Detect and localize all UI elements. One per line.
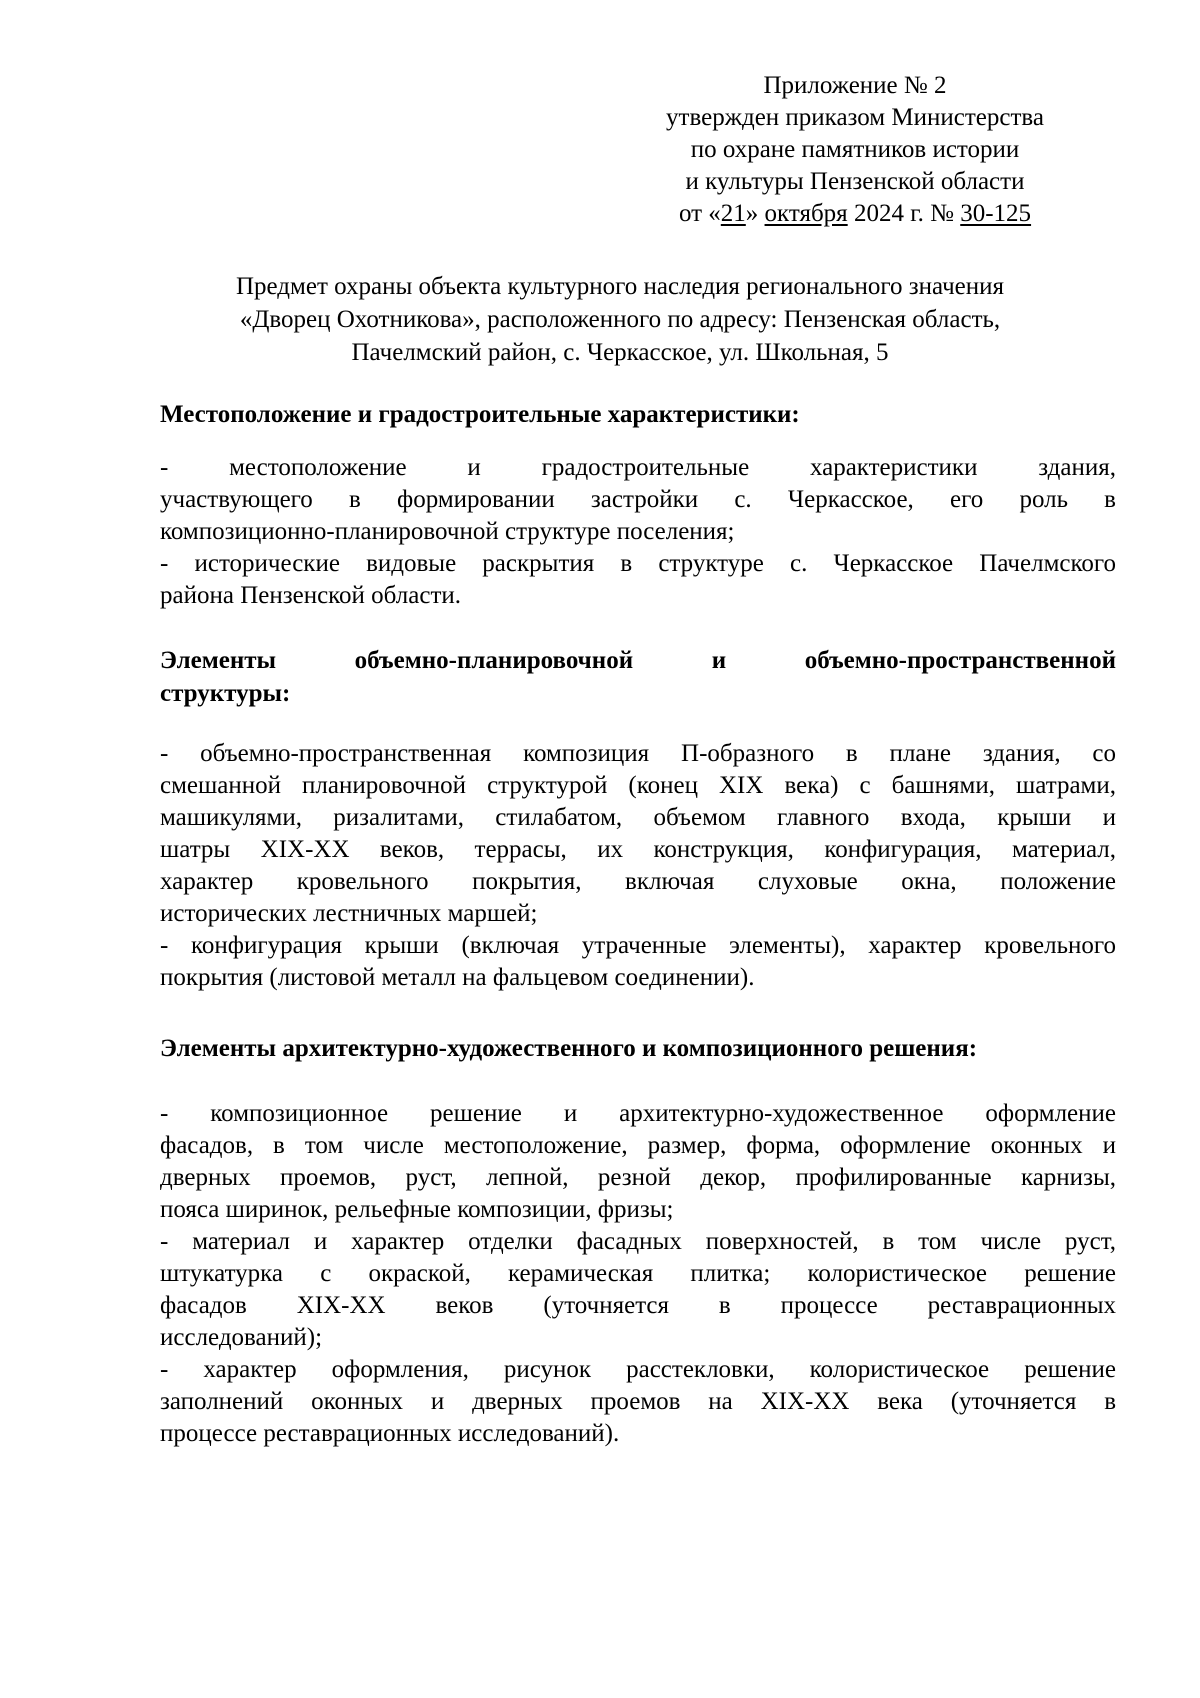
- approval-line: утвержден приказом Министерства: [666, 104, 1044, 131]
- order-reference: [600, 198, 1110, 230]
- document-title: [160, 270, 1080, 369]
- approval-header: [600, 70, 1110, 230]
- text-line: смешанной планировочной структурой (конец XIX века) с башнями, шатрами,: [160, 772, 1116, 799]
- text-line: дверных проемов, руст, лепной, резной декор, профилированные карнизы,: [160, 1164, 1116, 1191]
- text-line: исследований);: [160, 1324, 323, 1351]
- section-heading-location: Местоположение и градостроительные характеристики:: [160, 401, 800, 428]
- text-line: - конфигурация крыши (включая утраченные элементы), характер кровельного: [160, 932, 1116, 959]
- order-prefix: от «: [678, 200, 721, 227]
- text-line: заполнений оконных и дверных проемов на XIX-XX века (уточняется в: [160, 1388, 1116, 1415]
- text-line: фасадов XIX-XX веков (уточняется в процессе реставрационных: [160, 1292, 1116, 1319]
- text-line: - характер оформления, рисунок расстекловки, колористическое решение: [160, 1356, 1116, 1383]
- text-line: района Пензенской области.: [160, 582, 462, 609]
- section-body-volume-structure: [160, 738, 1116, 994]
- list-item: [160, 930, 1116, 994]
- heading-line: Элементы объемно-планировочной и объемно-пространственной: [160, 647, 1116, 674]
- text-line: характер кровельного покрытия, включая слуховые окна, положение: [160, 868, 1116, 895]
- text-line: исторических лестничных маршей;: [160, 900, 538, 927]
- section-heading-volume-structure: [160, 644, 1116, 710]
- approval-line: и культуры Пензенской области: [685, 168, 1025, 195]
- text-line: штукатурка с окраской, керамическая плитка; колористическое решение: [160, 1260, 1116, 1287]
- order-separator: »: [745, 200, 765, 227]
- text-line: - местоположение и градостроительные характеристики здания,: [160, 454, 1116, 481]
- text-line: - объемно-пространственная композиция П-образного в плане здания, со: [160, 740, 1116, 767]
- order-day: 21: [720, 200, 746, 227]
- text-line: - исторические видовые раскрытия в структуре с. Черкасское Пачелмского: [160, 550, 1116, 577]
- list-item: [160, 1226, 1116, 1354]
- text-line: машикулями, ризалитами, стилабатом, объемом главного входа, крыши и: [160, 804, 1116, 831]
- list-item: [160, 548, 1116, 612]
- appendix-number: Приложение № 2: [763, 72, 947, 99]
- section-heading-architecture: Элементы архитектурно-художественного и композиционного решения:: [160, 1035, 978, 1062]
- list-item: [160, 452, 1116, 548]
- title-line: Предмет охраны объекта культурного наследия регионального значения: [235, 273, 1005, 300]
- title-line: «Дворец Охотникова», расположенного по адресу: Пензенская область,: [239, 306, 1001, 333]
- text-line: участвующего в формировании застройки с. Черкасское, его роль в: [160, 486, 1116, 513]
- text-line: фасадов, в том числе местоположение, размер, форма, оформление оконных и: [160, 1132, 1116, 1159]
- order-number: 30-125: [960, 200, 1032, 227]
- list-item: [160, 1354, 1116, 1450]
- text-line: шатры XIX-XX веков, террасы, их конструкция, конфигурация, материал,: [160, 836, 1116, 863]
- approval-line: по охране памятников истории: [690, 136, 1020, 163]
- section-body-architecture: [160, 1098, 1116, 1450]
- order-year-label: 2024 г. №: [847, 200, 961, 227]
- text-line: покрытия (листовой металл на фальцевом соединении).: [160, 964, 755, 991]
- text-line: - материал и характер отделки фасадных поверхностей, в том числе руст,: [160, 1228, 1116, 1255]
- order-month: октября: [764, 200, 848, 227]
- text-line: процессе реставрационных исследований).: [160, 1420, 620, 1447]
- heading-line: структуры:: [160, 680, 291, 707]
- text-line: - композиционное решение и архитектурно-художественное оформление: [160, 1100, 1116, 1127]
- title-line: Пачелмский район, с. Черкасское, ул. Школьная, 5: [351, 339, 889, 366]
- list-item: [160, 1098, 1116, 1226]
- section-body-location: [160, 452, 1116, 612]
- text-line: композиционно-планировочной структуре поселения;: [160, 518, 735, 545]
- list-item: [160, 738, 1116, 930]
- text-line: пояса ширинок, рельефные композиции, фризы;: [160, 1196, 674, 1223]
